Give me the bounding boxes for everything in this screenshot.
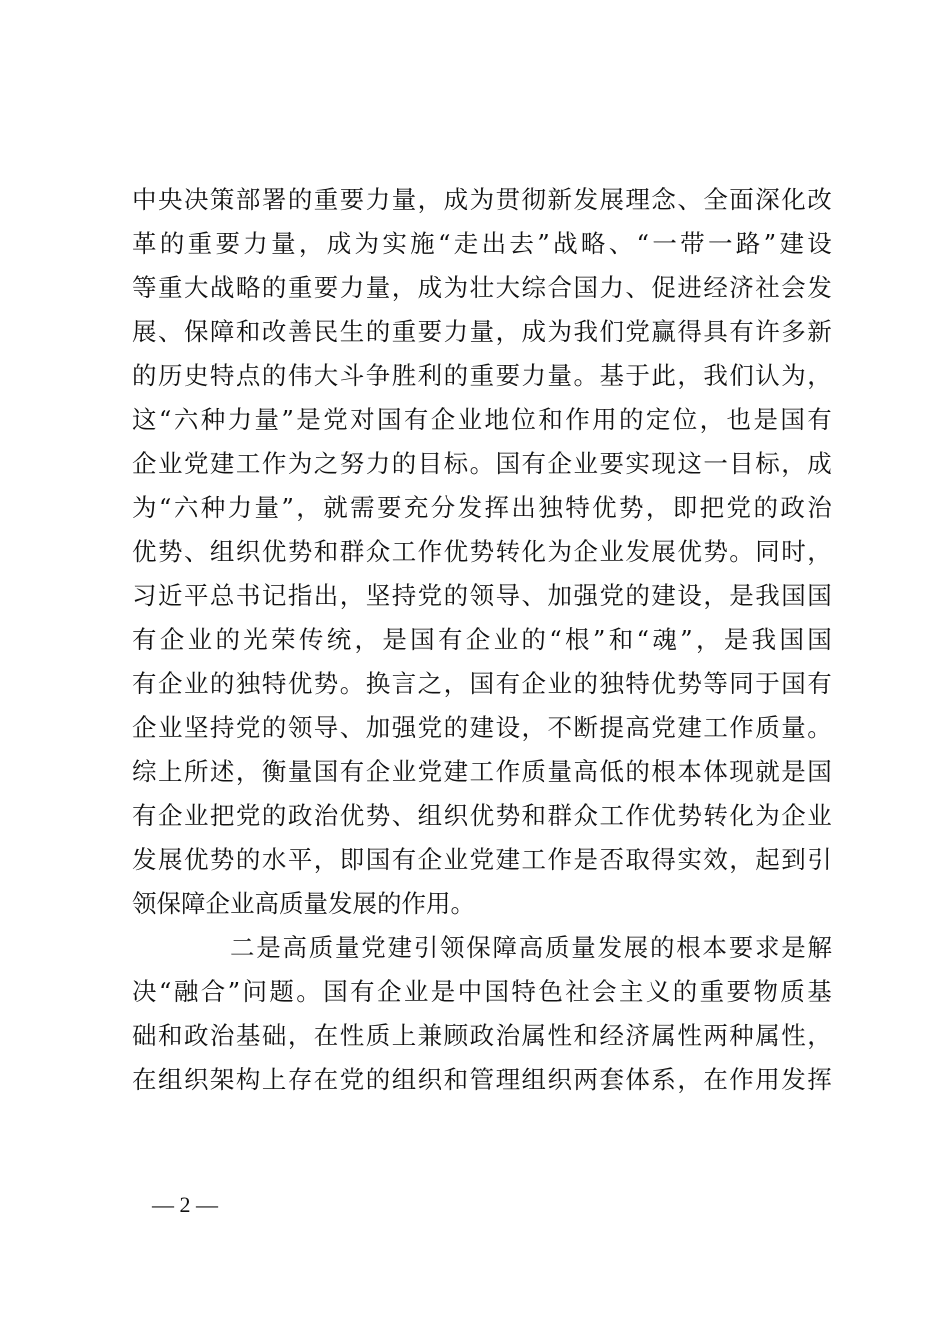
text-line: 决 “ 融 合 ” 问 题 。 国 有 企 业 是 中 国 特 色 社 会 主 义 的 重 要 物 质 基 (132, 977, 832, 1006)
text-line: 有 企 业 的 独 特 优 势 。 换 言 之 ， 国 有 企 业 的 独 特 优 势 等 同 于 国 有 (132, 669, 832, 698)
text-line: 这 “ 六 种 力 量 ” 是 党 对 国 有 企 业 地 位 和 作 用 的 定 位 ， 也 是 国 有 (132, 405, 832, 434)
text-line: 中 央 决 策 部 署 的 重 要 力 量 ， 成 为 贯 彻 新 发 展 理 念 、 全 面 深 化 改 (132, 185, 832, 214)
text-line: 企 业 坚 持 党 的 领 导 、 加 强 党 的 建 设 ， 不 断 提 高 党 建 工 作 质 量 。 (132, 713, 832, 742)
text-line: 综 上 所 述 ， 衡 量 国 有 企 业 党 建 工 作 质 量 高 低 的 根 本 体 现 就 是 国 (132, 757, 832, 786)
text-line: 发 展 优 势 的 水 平 ， 即 国 有 企 业 党 建 工 作 是 否 取 得 实 效 ， 起 到 引 (132, 845, 832, 874)
text-line: 习 近 平 总 书 记 指 出 ， 坚 持 党 的 领 导 、 加 强 党 的 建 设 ， 是 我 国 国 (132, 581, 832, 610)
text-line: 领保障企业高质量发展的作用。 (132, 889, 475, 918)
text-line: 优 势 、 组 织 优 势 和 群 众 工 作 优 势 转 化 为 企 业 发 展 优 势 。 同 时 ， (132, 537, 832, 566)
text-line: 在 组 织 架 构 上 存 在 党 的 组 织 和 管 理 组 织 两 套 体 系 ， 在 作 用 发 挥 (132, 1065, 832, 1094)
text-line: 展 、 保 障 和 改 善 民 生 的 重 要 力 量 ， 成 为 我 们 党 赢 得 具 有 许 多 新 (132, 317, 832, 346)
text-line: 等 重 大 战 略 的 重 要 力 量 ， 成 为 壮 大 综 合 国 力 、 促 进 经 济 社 会 发 (132, 273, 832, 302)
text-line: 企 业 党 建 工 作 为 之 努 力 的 目 标 。 国 有 企 业 要 实 现 这 一 目 标 ， 成 (132, 449, 832, 478)
text-line: 的 历 史 特 点 的 伟 大 斗 争 胜 利 的 重 要 力 量 。 基 于 此 ， 我 们 认 为 ， (132, 361, 832, 390)
text-line: 础 和 政 治 基 础 ， 在 性 质 上 兼 顾 政 治 属 性 和 经 济 属 性 两 种 属 性 ， (132, 1021, 832, 1050)
text-line: 为 “ 六 种 力 量 ” ， 就 需 要 充 分 发 挥 出 独 特 优 势 ， 即 把 党 的 政 治 (132, 493, 832, 522)
text-line: 革 的 重 要 力 量 ， 成 为 实 施 “ 走 出 去 ” 战 略 、 “ 一 带 一 路 ” 建 设 (132, 229, 832, 258)
text-line: 有 企 业 把 党 的 政 治 优 势 、 组 织 优 势 和 群 众 工 作 优 势 转 化 为 企 业 (132, 801, 832, 830)
page-number: — 2 — (152, 1192, 218, 1217)
body-text (132, 178, 832, 1102)
text-line: 有 企 业 的 光 荣 传 统 ， 是 国 有 企 业 的 “ 根 ” 和 “ 魂 ” ， 是 我 国 国 (132, 625, 832, 654)
text-line: 二 是 高 质 量 党 建 引 领 保 障 高 质 量 发 展 的 根 本 要 求 是 解 (230, 933, 832, 962)
